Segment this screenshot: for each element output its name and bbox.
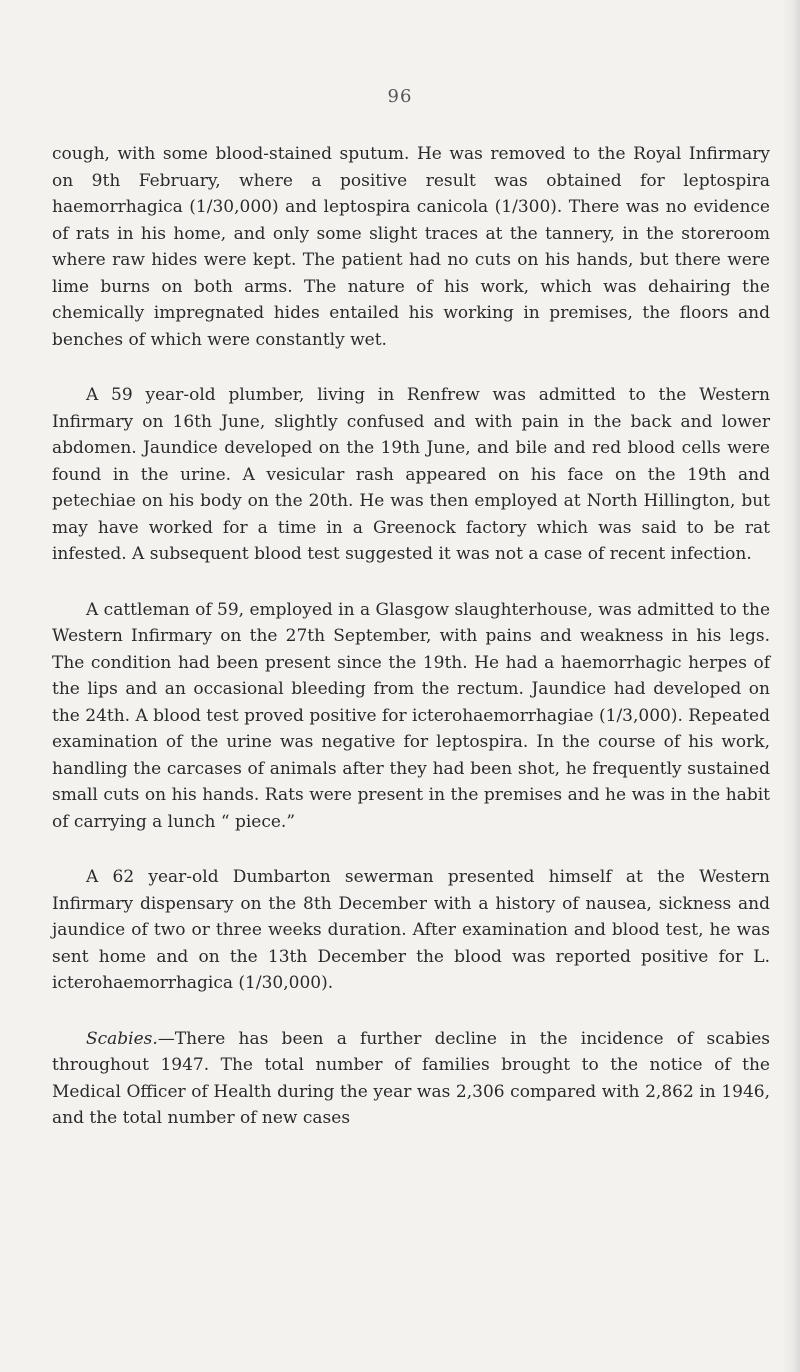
paragraph-scabies — [52, 1026, 770, 1132]
scabies-heading: Scabies. — [86, 1028, 158, 1049]
scabies-text: —There has been a further decline in the incidence of scabies throughout 1947. The total number of families brought to the notice of the Medical Officer of Health during the year was 2,306 compared with 2,862 in 1946, and the total number of new cases — [52, 1028, 770, 1128]
paragraph-sewerman-case: A 62 year-old Dumbarton sewerman presented himself at the Western Infirmary dispensary on the 8th December with a history of nausea, sickness and jaundice of two or three weeks duration. After examination and blood test, he was sent home and on the 13th December the blood was reported positive for L. icterohaemorrhagica (1/30,000). — [52, 867, 770, 993]
page-edge-shadow — [782, 0, 800, 1372]
page-number: 96 — [387, 86, 413, 107]
paragraph-plumber-case: A 59 year-old plumber, living in Renfrew was admitted to the Western Infirmary on 16th June, slightly confused and with pain in the back and lower abdomen. Jaundice developed on the 19th June, and bile and red blood cells were found in the urine. A vesicular rash appeared on his face on the 19th and petechiae on his body on the 20th. He was then employed at North Hillington, but may have worked for a time in a Greenock factory which was said to be rat infested. A subsequent blood test suggested it was not a case of recent infection. — [52, 385, 770, 564]
page-body — [52, 141, 770, 1132]
paragraph-tannery-case: cough, with some blood-stained sputum. He was removed to the Royal Infirmary on 9th February, where a positive result was obtained for leptospira haemorrhagica (1/30,000) and leptospira canicola (1/300). There was no evidence of rats in his home, and only some slight traces at the tannery, in the storeroom where raw hides were kept. The patient had no cuts on his hands, but there were lime burns on both arms. The nature of his work, which was dehairing the chemically impregnated hides entailed his working in premises, the floors and benches of which were constantly wet. — [52, 144, 770, 350]
paragraph-cattleman-case: A cattleman of 59, employed in a Glasgow slaughterhouse, was admitted to the Western Infirmary on the 27th September, with pains and weakness in his legs. The condition had been present since the 19th. He had a haemorrhagic herpes of the lips and an occasional bleeding from the rectum. Jaundice had developed on the 24th. A blood test proved positive for icterohaemorrhagiae (1/3,000). Repeated examination of the urine was negative for leptospira. In the course of his work, handling the carcases of animals after they had been shot, he frequently sustained small cuts on his hands. Rats were present in the premises and he was in the habit of carrying a lunch “ piece.” — [52, 599, 770, 832]
